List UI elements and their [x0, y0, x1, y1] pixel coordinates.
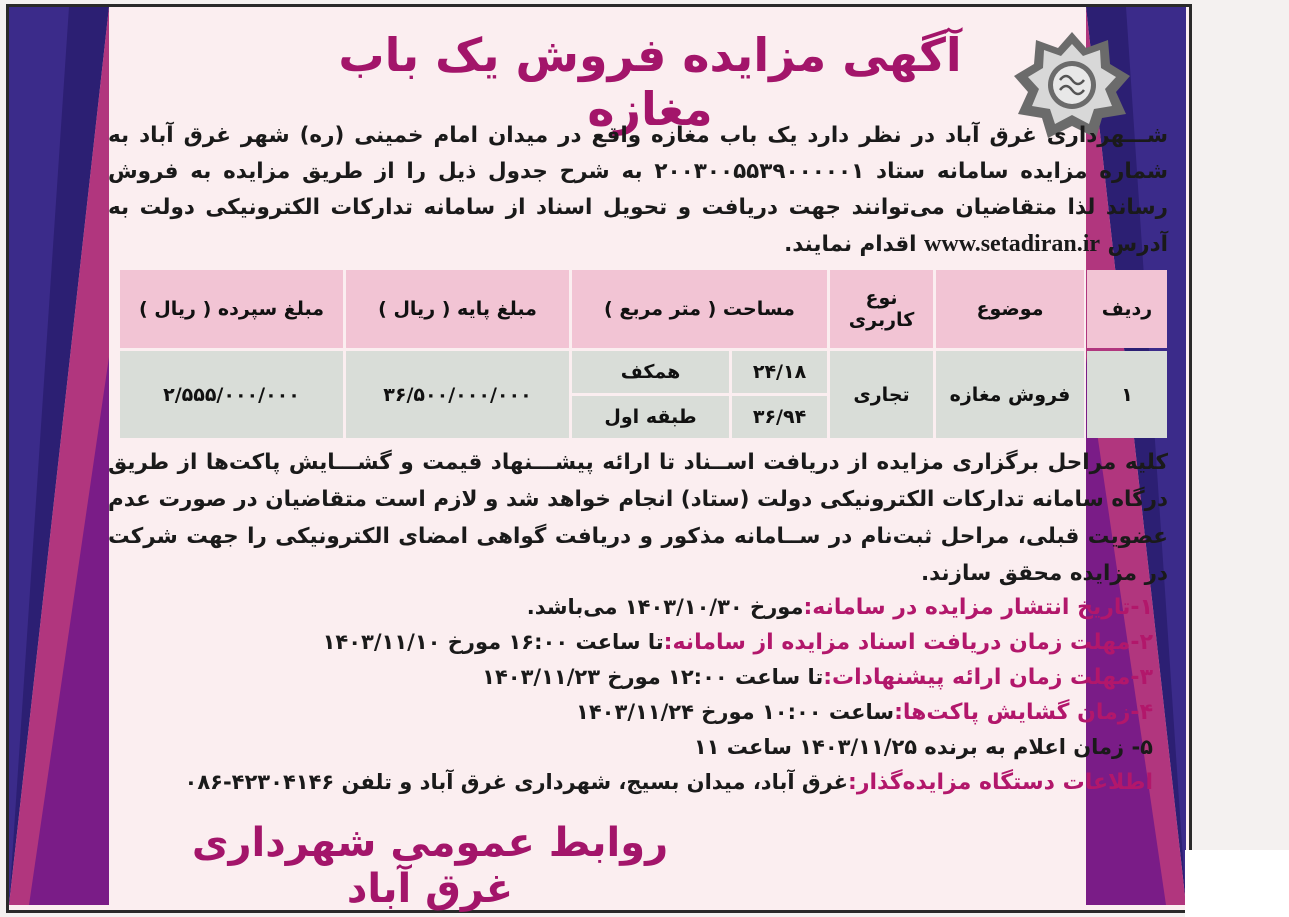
notice-title: آگهی مزایده فروش یک باب مغازه — [338, 28, 962, 136]
list-item — [108, 590, 1153, 625]
list-item — [108, 625, 1153, 660]
item-label: اطلاعات دستگاه مزایده‌گذار: — [848, 770, 1153, 795]
cell-area-first-label: طبقه اول — [572, 396, 729, 438]
item-label: ۱-تاریخ انتشار مزایده در سامانه: — [803, 595, 1153, 620]
table-row — [120, 351, 1167, 393]
list-item — [108, 765, 1153, 800]
item-label: ۳-مهلت زمان ارائه پیشنهادات: — [823, 665, 1153, 690]
cell-usage: تجاری — [830, 351, 933, 438]
item-value: غرق آباد، میدان بسیج، شهرداری غرق آباد و تلفن ۴۲۳۰۴۱۴۶-۰۸۶ — [184, 770, 849, 794]
corner-blank — [1185, 850, 1289, 917]
cell-area-ground-value: ۲۴/۱۸ — [732, 351, 827, 393]
item-value: تا ساعت ۱۲:۰۰ مورخ ۱۴۰۳/۱۱/۲۳ — [482, 665, 824, 689]
cell-deposit: ۲/۵۵۵/۰۰۰/۰۰۰ — [120, 351, 343, 438]
setadiran-link[interactable]: www.setadiran.ir — [924, 231, 1101, 257]
intro-text: شـــهرداری غرق آباد در نظر دارد یک باب مغازه واقع در میدان امام خمینی (ره) شهر غرق آباد به شماره مزایده سامانه ستاد ۲۰۰۳۰۰۵۵۳۹۰۰۰۰۰۱ به شرح جدول ذیل را از طریق مزایده به فروش رساند لذا متقاضیان می‌توانند جهت دریافت و تحویل اسناد از سامانه تدارکات الکترونیکی دولت به آدرس — [108, 123, 1168, 257]
item-label: ۲-مهلت زمان دریافت اسناد مزایده از سامانه: — [663, 630, 1153, 655]
cell-base-price: ۳۶/۵۰۰/۰۰۰/۰۰۰ — [346, 351, 569, 438]
auction-table — [117, 267, 1170, 441]
intro-paragraph — [108, 118, 1168, 263]
schedule-list — [108, 590, 1153, 800]
list-item — [108, 730, 1153, 765]
cell-area-first-value: ۳۶/۹۴ — [732, 396, 827, 438]
header-area: مساحت ( متر مربع ) — [572, 270, 827, 348]
procedure-paragraph: کلیه مراحل برگزاری مزایده از دریافت اســناد تا ارائه پیشـــنهاد قیمت و گشـــایش پاکت‌ها از طریق درگاه سامانه تدارکات الکترونیکی دولت (ستاد) انجام خواهد شد و لازم است متقاضیان در صورت عدم عضویت قبلی، مراحل ثبت‌نام در ســامانه مذکور و دریافت گواهی امضای الکترونیکی را جهت شرکت در مزایده محقق سازند. — [108, 450, 1168, 586]
cell-subject: فروش مغازه — [936, 351, 1084, 438]
cell-area-ground-label: همکف — [572, 351, 729, 393]
item-value: ساعت ۱۰:۰۰ مورخ ۱۴۰۳/۱۱/۲۴ — [576, 700, 895, 724]
footer-signature: روابط عمومی شهرداری غرق آباد — [191, 820, 669, 912]
header-deposit: مبلغ سپرده ( ریال ) — [120, 270, 343, 348]
item-value: ۵- زمان اعلام به برنده ۱۴۰۳/۱۱/۲۵ ساعت ۱۱ — [693, 735, 1153, 759]
cell-row-number: ۱ — [1087, 351, 1167, 438]
header-subject: موضوع — [936, 270, 1084, 348]
header-row-number: ردیف — [1087, 270, 1167, 348]
item-label: ۴-زمان گشایش پاکت‌ها: — [894, 700, 1153, 725]
item-value: تا ساعت ۱۶:۰۰ مورخ ۱۴۰۳/۱۱/۱۰ — [322, 630, 664, 654]
item-value: مورخ ۱۴۰۳/۱۰/۳۰ می‌باشد. — [526, 595, 804, 619]
list-item — [108, 660, 1153, 695]
intro-text-end: اقدام نمایند. — [784, 232, 917, 257]
list-item — [108, 695, 1153, 730]
header-usage: نوع کاربری — [830, 270, 933, 348]
header-base-price: مبلغ پایه ( ریال ) — [346, 270, 569, 348]
